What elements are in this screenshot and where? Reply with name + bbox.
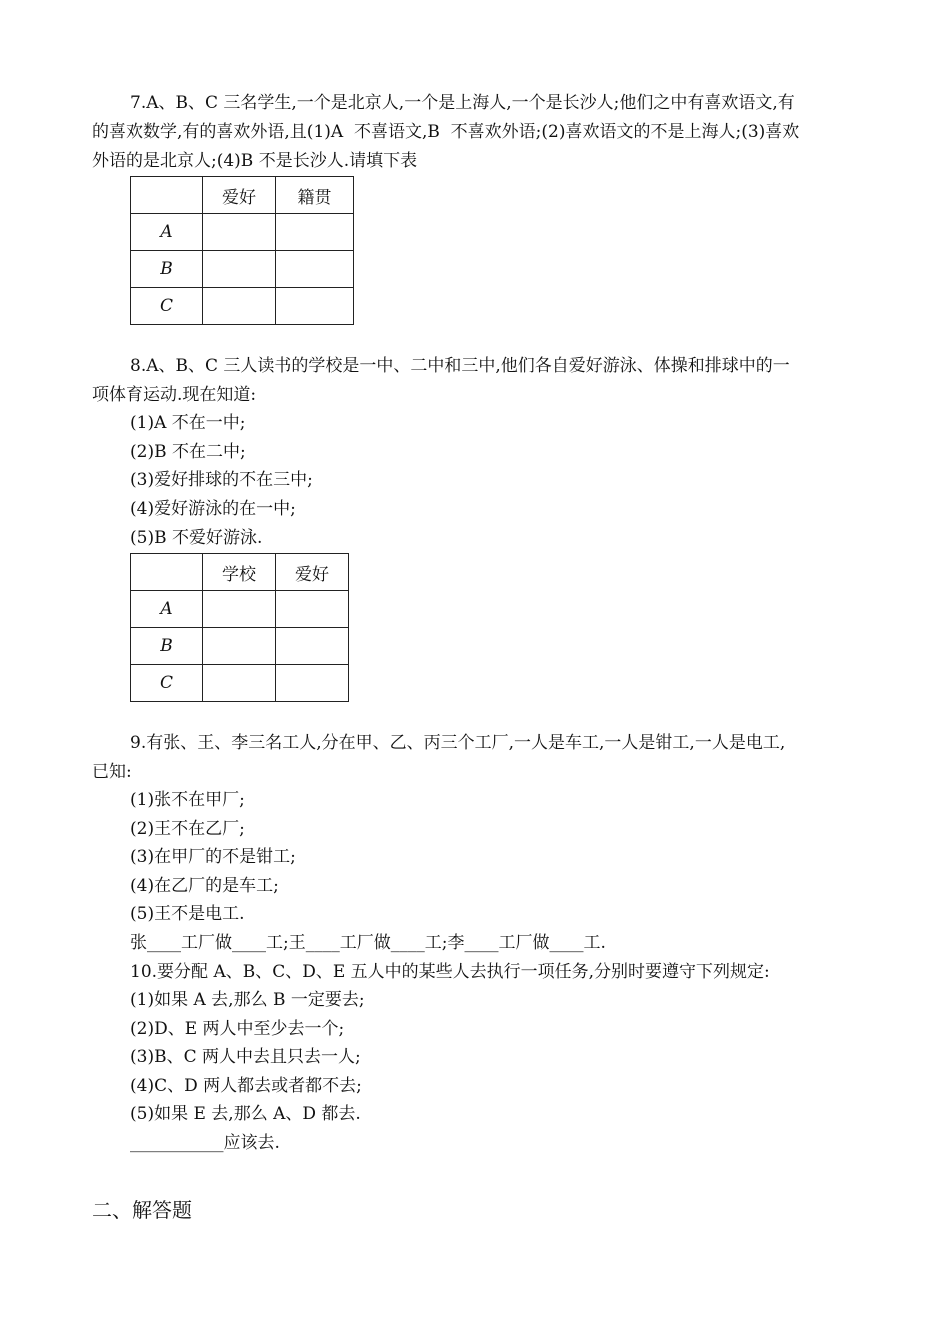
section-heading: 二、解答题 [92, 1198, 192, 1222]
q9-condition-1: (1)张不在甲厂; [130, 790, 245, 810]
row-label-cell: C [131, 288, 203, 325]
q10-condition-5: (5)如果 E 去,那么 A、D 都去. [130, 1104, 361, 1124]
q10-title: 10.要分配 A、B、C、D、E 五人中的某些人去执行一项任务,分别时要遵守下列规定: [130, 962, 770, 982]
q9-answer-line[interactable]: 张____工厂做____工;王____工厂做____工;李____工厂做____工. [130, 933, 606, 953]
table-header-cell [131, 554, 203, 591]
table-row [131, 591, 349, 628]
answer-cell[interactable] [276, 251, 354, 288]
table-row [131, 251, 354, 288]
answer-cell[interactable] [203, 628, 276, 665]
table-row [131, 288, 354, 325]
table-header-cell: 爱好 [276, 554, 349, 591]
row-label-cell: C [131, 665, 203, 702]
q8-table [130, 553, 349, 702]
answer-cell[interactable] [203, 288, 276, 325]
row-label-cell: B [131, 251, 203, 288]
table-header-row [131, 177, 354, 214]
table-row [131, 665, 349, 702]
q10-condition-3: (3)B、C 两人中去且只去一人; [130, 1047, 361, 1067]
answer-cell[interactable] [276, 628, 349, 665]
q8-line-1: 8.A、B、C 三人读书的学校是一中、二中和三中,他们各自爱好游泳、体操和排球中的一 [130, 356, 790, 376]
q8-condition-1: (1)A 不在一中; [130, 413, 246, 433]
q9-line-2: 已知: [92, 762, 132, 782]
q8-line-2: 项体育运动.现在知道: [92, 385, 257, 405]
answer-cell[interactable] [203, 665, 276, 702]
answer-cell[interactable] [276, 665, 349, 702]
q8-condition-2: (2)B 不在二中; [130, 442, 246, 462]
table-header-cell: 籍贯 [276, 177, 354, 214]
q8-condition-4: (4)爱好游泳的在一中; [130, 499, 296, 519]
q9-condition-4: (4)在乙厂的是车工; [130, 876, 279, 896]
table-header-cell [131, 177, 203, 214]
table-row [131, 628, 349, 665]
answer-cell[interactable] [203, 251, 276, 288]
q9-condition-3: (3)在甲厂的不是钳工; [130, 847, 296, 867]
q10-condition-2: (2)D、E 两人中至少去一个; [130, 1019, 345, 1039]
q8-condition-3: (3)爱好排球的不在三中; [130, 470, 313, 490]
q7-line-2: 的喜欢数学,有的喜欢外语,且(1)A 不喜语文,B 不喜欢外语;(2)喜欢语文的不是上海人;(3)喜欢 [92, 122, 800, 142]
q7-table [130, 176, 354, 325]
answer-cell[interactable] [276, 288, 354, 325]
q10-condition-4: (4)C、D 两人都去或者都不去; [130, 1076, 362, 1096]
answer-cell[interactable] [276, 214, 354, 251]
q8-condition-5: (5)B 不爱好游泳. [130, 528, 263, 548]
table-header-row [131, 554, 349, 591]
q7-line-1: 7.A、B、C 三名学生,一个是北京人,一个是上海人,一个是长沙人;他们之中有喜欢语文,有 [130, 93, 795, 113]
table-header-cell: 爱好 [203, 177, 276, 214]
q9-line-1: 9.有张、王、李三名工人,分在甲、乙、丙三个工厂,一人是车工,一人是钳工,一人是电工, [130, 733, 786, 753]
row-label-cell: A [131, 214, 203, 251]
answer-cell[interactable] [276, 591, 349, 628]
q7-line-3: 外语的是北京人;(4)B 不是长沙人.请填下表 [92, 151, 418, 171]
q9-condition-2: (2)王不在乙厂; [130, 819, 245, 839]
table-header-cell: 学校 [203, 554, 276, 591]
answer-cell[interactable] [203, 591, 276, 628]
q10-condition-1: (1)如果 A 去,那么 B 一定要去; [130, 990, 365, 1010]
table-row [131, 214, 354, 251]
row-label-cell: B [131, 628, 203, 665]
answer-cell[interactable] [203, 214, 276, 251]
row-label-cell: A [131, 591, 203, 628]
q10-answer-line[interactable]: ___________应该去. [130, 1133, 280, 1153]
q9-condition-5: (5)王不是电工. [130, 904, 245, 924]
